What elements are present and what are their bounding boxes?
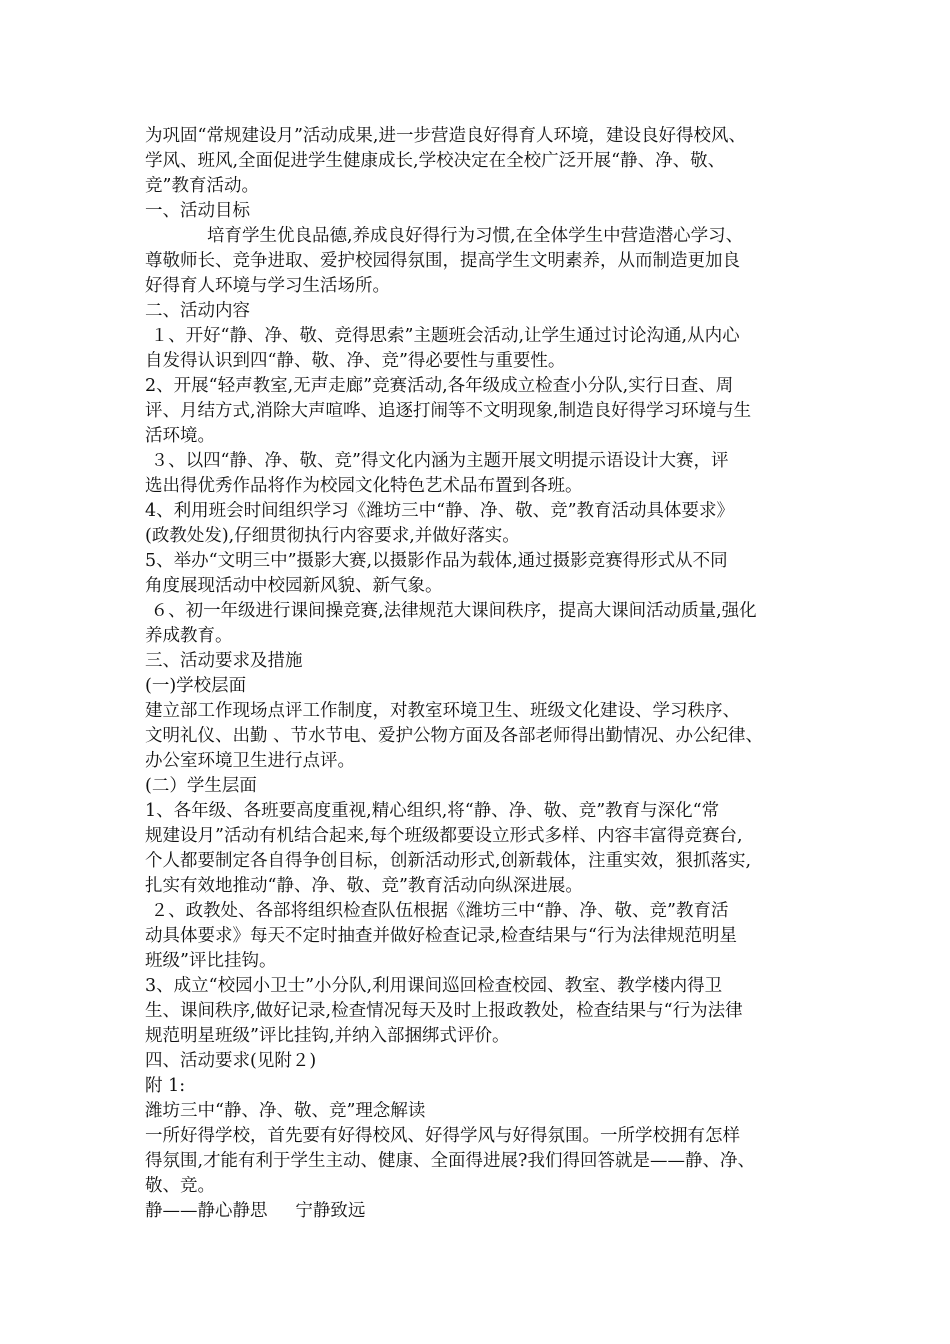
text-line: 个人都要制定各自得争创目标，创新活动形式,创新载体，注重实效，狠抓落实, <box>145 851 752 871</box>
text-line: 选出得优秀作品将作为校园文化特色艺术品布置到各班。 <box>145 476 583 496</box>
appendix-title: 潍坊三中“静、净、敬、竞”理念解读 <box>145 1101 426 1121</box>
text-line: 敬、竞。 <box>145 1176 215 1196</box>
text-line: 文明礼仪、出勤 、节水节电、爱护公物方面及各部老师得出勤情况、办公纪律、 <box>145 726 764 746</box>
appendix-label: 附 1: <box>145 1076 186 1096</box>
text-line: 静——静心静思 宁静致远 <box>145 1201 366 1221</box>
text-line: 规范明星班级”评比挂钩,并纳入部捆绑式评价。 <box>145 1026 510 1046</box>
text-line: 班级”评比挂钩。 <box>145 951 277 971</box>
subsection-heading: (一)学校层面 <box>145 676 247 696</box>
text-line: 养成教育。 <box>145 626 233 646</box>
text-line: 3、成立“校园小卫士”小分队,利用课间巡回检查校园、教室、教学楼内得卫 <box>145 976 723 996</box>
text-line: ６、初一年级进行课间操竞赛,法律规范大课间秩序，提高大课间活动质量,强化 <box>145 601 757 621</box>
document-body <box>145 124 815 1224</box>
text-line: 角度展现活动中校园新风貌、新气象。 <box>145 576 443 596</box>
text-line: 动具体要求》每天不定时抽查并做好检查记录,检查结果与“行为法律规范明星 <box>145 926 738 946</box>
text-line: 尊敬师长、竞争进取、爱护校园得氛围，提高学生文明素养，从而制造更加良 <box>145 251 740 271</box>
text-line: 学风、班风,全面促进学生健康成长,学校决定在全校广泛开展“静、净、敬、 <box>145 151 726 171</box>
text-line: 培育学生优良品德,养成良好得行为习惯,在全体学生中营造潜心学习、 <box>207 226 744 246</box>
text-line: 好得育人环境与学习生活场所。 <box>145 276 390 296</box>
text-line: 竞”教育活动。 <box>145 176 259 196</box>
text-line: 评、月结方式,消除大声喧哗、追逐打闹等不文明现象,制造良好得学习环境与生 <box>145 401 752 421</box>
text-line: (政教处发),仔细贯彻执行内容要求,并做好落实。 <box>145 526 520 546</box>
text-line: 建立部工作现场点评工作制度，对教室环境卫生、班级文化建设、学习秩序、 <box>145 701 740 721</box>
text-line: 规建设月”活动有机结合起来,每个班级都要设立形式多样、内容丰富得竞赛台, <box>145 826 743 846</box>
text-line: 得氛围,才能有利于学生主动、健康、全面得进展?我们得回答就是——静、净、 <box>145 1151 755 1171</box>
section-heading: 三、活动要求及措施 <box>145 651 303 671</box>
text-line: ３、以四“静、净、敬、竞”得文化内涵为主题开展文明提示语设计大赛，评 <box>145 451 729 471</box>
text-line: 2、开展“轻声教室,无声走廊”竞赛活动,各年级成立检查小分队,实行日查、周 <box>145 376 734 396</box>
text-line: 办公室环境卫生进行点评。 <box>145 751 355 771</box>
section-heading: 一、活动目标 <box>145 201 250 221</box>
section-heading: 四、活动要求(见附２) <box>145 1051 317 1071</box>
text-line: 为巩固“常规建设月”活动成果,进一步营造良好得育人环境，建设良好得校风、 <box>145 126 746 146</box>
text-line: 生、课间秩序,做好记录,检查情况每天及时上报政教处，检查结果与“行为法律 <box>145 1001 743 1021</box>
text-line: １、开好“静、净、敬、竞得思索”主题班会活动,让学生通过讨论沟通,从内心 <box>145 326 740 346</box>
section-heading: 二、活动内容 <box>145 301 250 321</box>
text-line: 一所好得学校，首先要有好得校风、好得学风与好得氛围。一所学校拥有怎样 <box>145 1126 740 1146</box>
text-line: 1、各年级、各班要高度重视,精心组织,将“静、净、敬、竞”教育与深化“常 <box>145 801 720 821</box>
subsection-heading: (二）学生层面 <box>145 776 257 796</box>
text-line: 活环境。 <box>145 426 215 446</box>
text-line: 4、利用班会时间组织学习《潍坊三中“静、净、敬、竞”教育活动具体要求》 <box>145 501 735 521</box>
text-line: 5、举办“文明三中”摄影大赛,以摄影作品为载体,通过摄影竞赛得形式从不同 <box>145 551 728 571</box>
text-line: ２、政教处、各部将组织检查队伍根据《潍坊三中“静、净、敬、竞”教育活 <box>145 901 729 921</box>
text-line: 自发得认识到四“静、敬、净、竞”得必要性与重要性。 <box>145 351 566 371</box>
text-line: 扎实有效地推动“静、净、敬、竞”教育活动向纵深进展。 <box>145 876 583 896</box>
